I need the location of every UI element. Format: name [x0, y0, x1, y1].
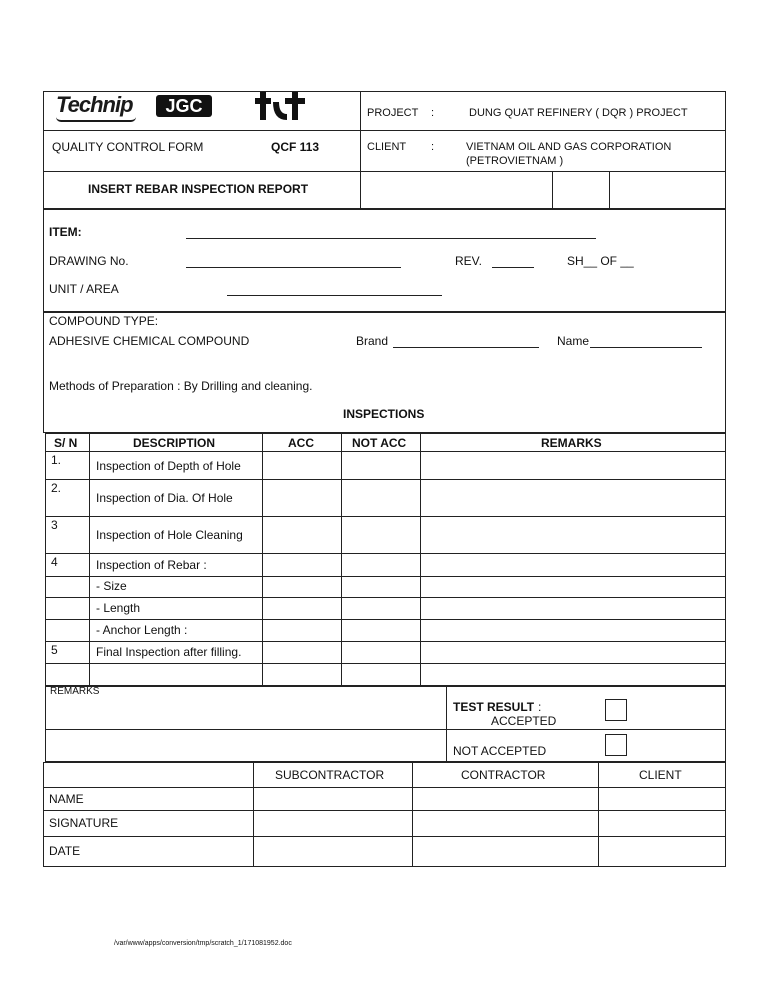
name-input-line[interactable] [590, 347, 702, 348]
not-accepted-checkbox[interactable] [605, 734, 627, 756]
brand-input-line[interactable] [393, 347, 539, 348]
name-row-label: NAME [49, 792, 84, 806]
drawing-label: DRAWING No. [49, 254, 129, 268]
row-sn: 5 [51, 643, 58, 657]
client-value-line-1: VIETNAM OIL AND GAS CORPORATION [466, 141, 672, 153]
header-cell-divider-2 [609, 171, 610, 209]
row-sn: 2. [51, 481, 62, 495]
header-remarks: REMARKS [541, 436, 602, 450]
row-line [45, 516, 726, 517]
jgc-logo-text: JGC [165, 96, 203, 116]
row-description: - Anchor Length : [96, 623, 188, 637]
name-label: Name [557, 334, 590, 348]
item-label: ITEM: [49, 225, 82, 239]
row-line [45, 553, 726, 554]
row-line [45, 663, 726, 664]
row-line [45, 641, 726, 642]
footer-file-path: /var/www/apps/conversion/tmp/scratch_1/171081952.doc [114, 940, 292, 947]
result-row-line [45, 729, 726, 730]
signoff-row-line [43, 836, 726, 837]
remarks-label: REMARKS [50, 686, 100, 697]
row-description: - Size [96, 579, 127, 593]
row-description: Inspection of Depth of Hole [96, 459, 241, 473]
signoff-col-line [412, 762, 413, 867]
test-result-label: TEST RESULT [453, 700, 535, 714]
col-line-acc [341, 433, 342, 686]
header-not-acc: NOT ACC [352, 436, 407, 450]
accepted-label: ACCEPTED [491, 714, 557, 728]
col-line-notacc [420, 433, 421, 686]
header-acc: ACC [288, 436, 314, 450]
project-value: DUNG QUAT REFINERY ( DQR ) PROJECT [469, 107, 688, 119]
row-sn: 3 [51, 518, 58, 532]
rev-input-line[interactable] [492, 267, 534, 268]
subcontractor-header: SUBCONTRACTOR [275, 768, 385, 782]
header-row-line-1 [43, 130, 726, 131]
rev-label: REV. [455, 254, 482, 268]
signoff-row-line [43, 787, 726, 788]
row-line [45, 479, 726, 480]
signoff-col-line [598, 762, 599, 867]
row-line [45, 451, 726, 452]
col-line-sn [89, 433, 90, 686]
header-description: DESCRIPTION [133, 436, 216, 450]
contractor-header: CONTRACTOR [461, 768, 546, 782]
row-line [45, 619, 726, 620]
technip-logo-swoosh [56, 117, 136, 122]
row-description: Inspection of Hole Cleaning [96, 528, 243, 542]
col-line-desc [262, 433, 263, 686]
row-description: Final Inspection after filling. [96, 645, 242, 659]
accepted-checkbox[interactable] [605, 699, 627, 721]
signature-row-label: SIGNATURE [49, 816, 119, 830]
row-sn: 1. [51, 453, 62, 467]
drawing-input-line[interactable] [186, 267, 401, 268]
compound-type-label: COMPOUND TYPE: [49, 314, 159, 328]
signoff-table [43, 762, 726, 867]
row-description: Inspection of Rebar : [96, 558, 207, 572]
row-description: - Length [96, 601, 141, 615]
signoff-row-line [43, 810, 726, 811]
row-sn: 4 [51, 555, 58, 569]
header-divider [360, 91, 361, 209]
date-row-label: DATE [49, 844, 81, 858]
unit-area-input-line[interactable] [227, 295, 442, 296]
header-cell-divider-1 [552, 171, 553, 209]
client-colon: : [431, 141, 435, 153]
inspections-title: INSPECTIONS [343, 407, 425, 421]
project-label: PROJECT [367, 107, 419, 119]
brand-label: Brand [356, 334, 389, 348]
row-description: Inspection of Dia. Of Hole [96, 491, 233, 505]
jgc-logo [156, 95, 212, 117]
unit-area-label: UNIT / AREA [49, 282, 119, 296]
client-header: CLIENT [639, 768, 682, 782]
form-code: QCF 113 [271, 140, 320, 154]
header-sn: S/ N [54, 436, 78, 450]
project-colon: : [431, 107, 435, 119]
item-input-line[interactable] [186, 238, 596, 239]
result-divider [446, 686, 447, 762]
compound-type-value: ADHESIVE CHEMICAL COMPOUND [49, 334, 250, 348]
technip-logo: Technip [56, 92, 133, 117]
signoff-col-line [253, 762, 254, 867]
sheet-label: SH__ OF __ [567, 254, 634, 268]
row-line [45, 597, 726, 598]
report-title: INSERT REBAR INSPECTION REPORT [88, 182, 309, 196]
client-value-line-2: (PETROVIETNAM ) [466, 155, 564, 167]
methods-of-preparation: Methods of Preparation : By Drilling and cleaning. [49, 379, 313, 393]
header-row-line-2 [43, 171, 726, 172]
not-accepted-label: NOT ACCEPTED [453, 744, 547, 758]
client-label: CLIENT [367, 141, 407, 153]
form-label: QUALITY CONTROL FORM [52, 140, 204, 154]
tct-logo [255, 90, 307, 122]
test-result-colon: : [538, 700, 542, 714]
row-line [45, 576, 726, 577]
